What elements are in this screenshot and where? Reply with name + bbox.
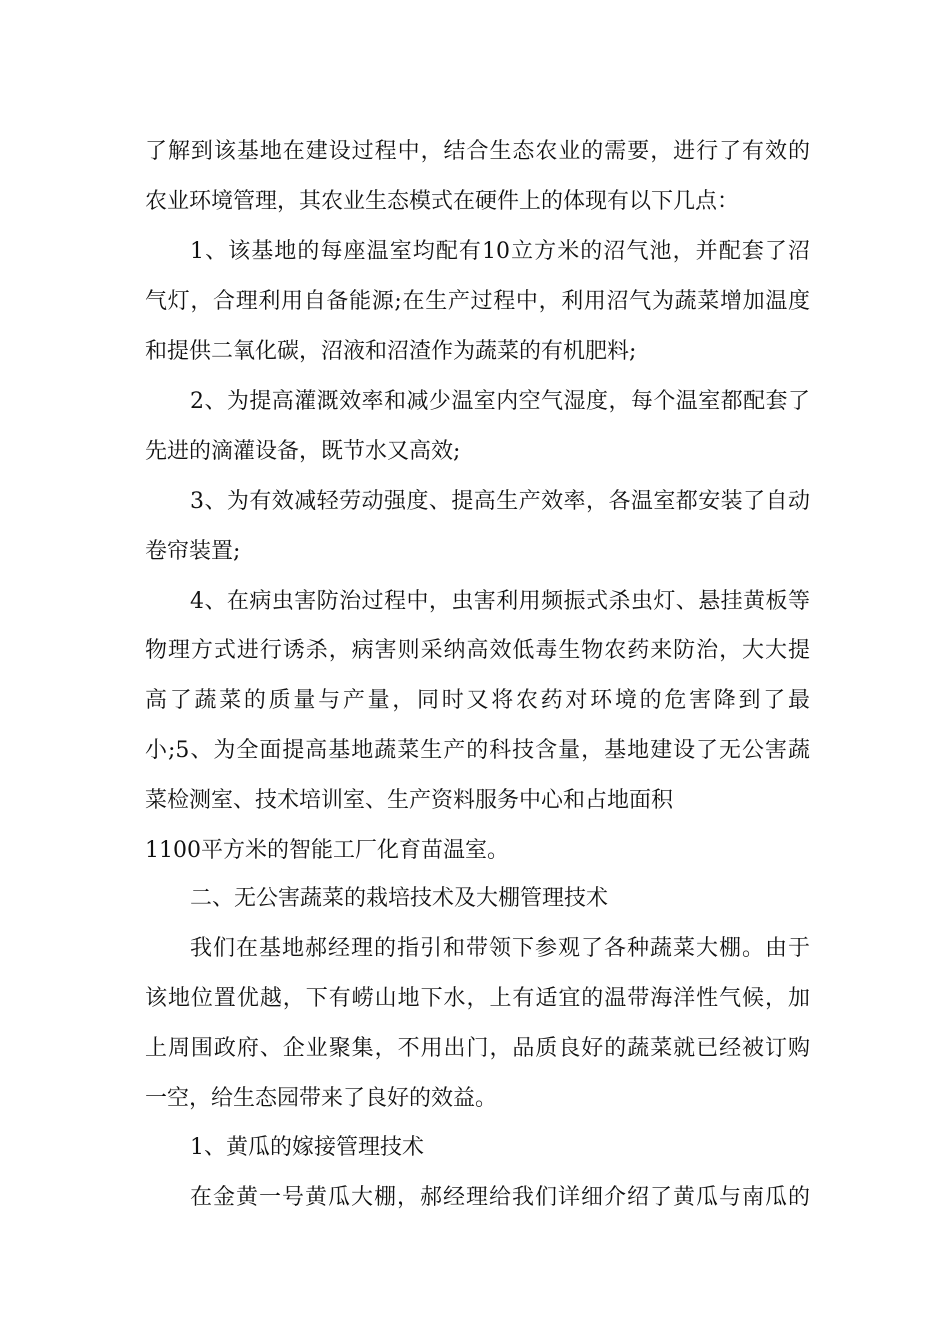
text-line: 1100平方米的智能工厂化育苗温室。	[145, 838, 509, 863]
text-line: 先进的滴灌设备，既节水又高效;	[145, 439, 461, 464]
text-line: 和提供二氧化碳，沼液和沼渣作为蔬菜的有机肥料;	[145, 339, 637, 364]
text-line: 物理方式进行诱杀，病害则采纳高效低毒生物农药来防治，大大提	[145, 638, 810, 663]
text-line: 1、该基地的每座温室均配有10立方米的沼气池，并配套了沼	[190, 239, 810, 264]
text-line: 高了蔬菜的质量与产量，同时又将农药对环境的危害降到了最	[145, 688, 810, 713]
text-line: 了解到该基地在建设过程中，结合生态农业的需要，进行了有效的	[145, 139, 810, 164]
subsection-heading: 1、黄瓜的嫁接管理技术	[190, 1135, 424, 1160]
text-line: 一空，给生态园带来了良好的效益。	[145, 1086, 498, 1111]
text-line: 卷帘装置;	[145, 539, 241, 564]
text-line: 菜检测室、技术培训室、生产资料服务中心和占地面积	[145, 788, 674, 813]
text-line: 我们在基地郝经理的指引和带领下参观了各种蔬菜大棚。由于	[190, 936, 810, 961]
text-line: 4、在病虫害防治过程中，虫害利用频振式杀虫灯、悬挂黄板等	[190, 589, 810, 614]
text-line: 3、为有效减轻劳动强度、提高生产效率，各温室都安装了自动	[190, 489, 810, 514]
text-line: 在金黄一号黄瓜大棚，郝经理给我们详细介绍了黄瓜与南瓜的	[190, 1185, 810, 1210]
text-line: 上周围政府、企业聚集，不用出门，品质良好的蔬菜就已经被订购	[145, 1036, 810, 1061]
text-line: 小;5、为全面提高基地蔬菜生产的科技含量，基地建设了无公害蔬	[145, 738, 810, 763]
text-line: 2、为提高灌溉效率和减少温室内空气湿度，每个温室都配套了	[190, 389, 810, 414]
text-line: 气灯，合理利用自备能源;在生产过程中，利用沼气为蔬菜增加温度	[145, 289, 810, 314]
section-heading: 二、无公害蔬菜的栽培技术及大棚管理技术	[190, 886, 609, 911]
text-line: 该地位置优越，下有崂山地下水，上有适宜的温带海洋性气候，加	[145, 986, 810, 1011]
text-line: 农业环境管理，其农业生态模式在硬件上的体现有以下几点：	[145, 189, 740, 214]
